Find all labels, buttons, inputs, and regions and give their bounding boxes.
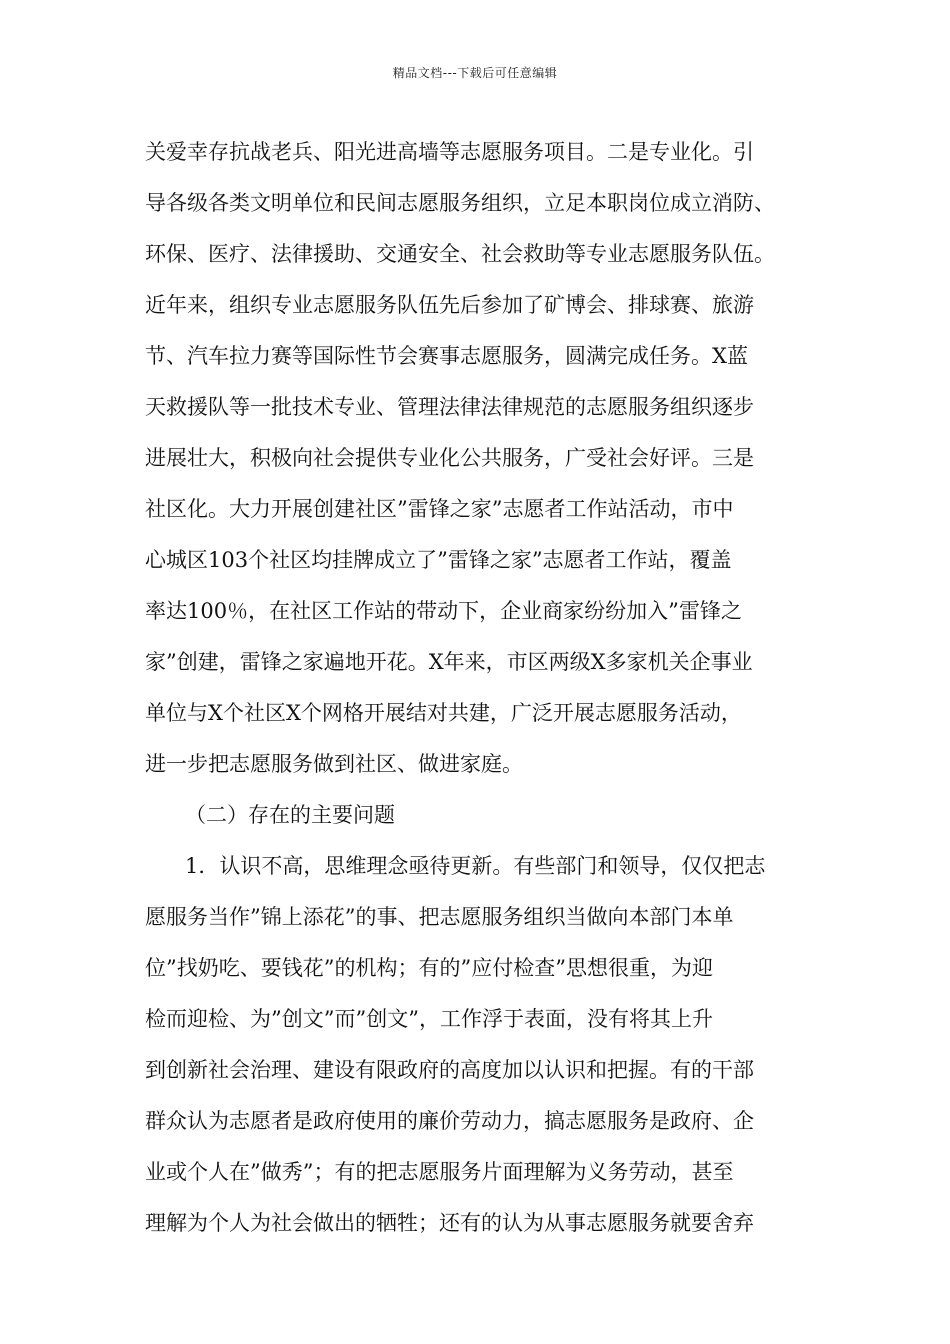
- text-line: 节、汽车拉力赛等国际性节会赛事志愿服务，圆满完成任务。X蓝: [145, 344, 748, 368]
- body-text: [145, 135, 825, 1257]
- text-line: 1．认识不高，思维理念亟待更新。有些部门和领导，仅仅把志: [185, 854, 766, 878]
- section-heading: （二）存在的主要问题: [185, 803, 395, 827]
- text-line: 家”创建，雷锋之家遍地开花。X年来，市区两级X多家机关企事业: [145, 650, 753, 674]
- text-line: 群众认为志愿者是政府使用的廉价劳动力，搞志愿服务是政府、企: [145, 1109, 754, 1133]
- text-line: 位”找奶吃、要钱花”的机构；有的”应付检查”思想很重，为迎: [145, 956, 713, 980]
- text-line: 天救援队等一批技术专业、管理法律法律规范的志愿服务组织逐步: [145, 395, 754, 419]
- text-line: 理解为个人为社会做出的牺牲；还有的认为从事志愿服务就要舍弃: [145, 1211, 754, 1235]
- text-line: 业或个人在”做秀”；有的把志愿服务片面理解为义务劳动，甚至: [145, 1160, 734, 1184]
- text-line: 单位与X个社区X个网格开展结对共建，广泛开展志愿服务活动，: [145, 701, 742, 725]
- text-line: 社区化。大力开展创建社区”雷锋之家”志愿者工作站活动，市中: [145, 497, 734, 521]
- text-line: 关爱幸存抗战老兵、阳光进高墙等志愿服务项目。二是专业化。引: [145, 140, 754, 164]
- text-line: 到创新社会治理、建设有限政府的高度加以认识和把握。有的干部: [145, 1058, 754, 1082]
- text-line: 进展壮大，积极向社会提供专业化公共服务，广受社会好评。三是: [145, 446, 754, 470]
- text-line: 进一步把志愿服务做到社区、做进家庭。: [145, 752, 523, 776]
- text-line: 导各级各类文明单位和民间志愿服务组织，立足本职岗位成立消防、: [145, 191, 775, 215]
- text-line: 愿服务当作”锦上添花”的事、把志愿服务组织当做向本部门本单: [145, 905, 734, 929]
- page-header: 精品文档---下载后可任意编辑: [392, 66, 558, 80]
- text-line: 检而迎检、为”创文”而”创文”，工作浮于表面，没有将其上升: [145, 1007, 713, 1031]
- text-line: 环保、医疗、法律援助、交通安全、社会救助等专业志愿服务队伍。: [145, 242, 775, 266]
- text-line: 近年来，组织专业志愿服务队伍先后参加了矿博会、排球赛、旅游: [145, 293, 754, 317]
- text-line: 率达100％，在社区工作站的带动下，企业商家纷纷加入”雷锋之: [145, 599, 742, 623]
- text-line: 心城区103个社区均挂牌成立了”雷锋之家”志愿者工作站，覆盖: [145, 548, 732, 572]
